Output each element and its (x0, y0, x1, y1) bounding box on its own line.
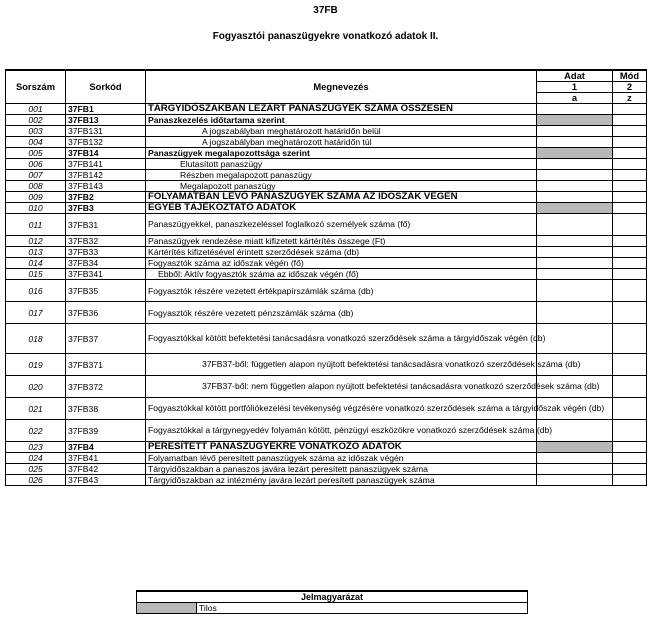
mode-cell[interactable] (613, 302, 647, 324)
row-serial: 001 (6, 104, 66, 115)
table-row (6, 137, 647, 148)
row-serial: 013 (6, 247, 66, 258)
table-row (6, 442, 647, 453)
row-code: 37FB43 (66, 475, 146, 486)
data-cell[interactable] (537, 181, 613, 192)
table-row (6, 398, 647, 420)
mode-cell[interactable] (613, 324, 647, 354)
row-serial: 007 (6, 170, 66, 181)
row-code: 37FB36 (66, 302, 146, 324)
table-row (6, 203, 647, 214)
form-title: Fogyasztói panaszügyekre vonatkozó adatok II. (212, 31, 439, 42)
row-code: 37FB3 (66, 203, 146, 214)
legend-title: Jelmagyarázat (137, 591, 528, 603)
mode-cell[interactable] (613, 115, 647, 126)
header-sorkod: Sorkód (66, 70, 146, 104)
header-adat-number: 1 (537, 82, 613, 93)
row-name: Folyamatban lévő peresített panaszügyek száma az időszak végén (146, 453, 537, 464)
row-name: Fogyasztók száma az időszak végén (fő) (146, 258, 537, 269)
data-cell-forbidden (537, 203, 613, 214)
data-cell[interactable] (537, 126, 613, 137)
row-serial: 022 (6, 420, 66, 442)
row-serial: 010 (6, 203, 66, 214)
data-cell[interactable] (537, 269, 613, 280)
table-row (6, 148, 647, 159)
row-name: Panaszügyek rendezése miatt kifizetett kártérítés összege (Ft) (146, 236, 537, 247)
row-serial: 011 (6, 214, 66, 236)
data-cell[interactable] (537, 258, 613, 269)
legend-swatch-forbidden (137, 603, 197, 614)
mode-cell[interactable] (613, 203, 647, 214)
row-name: Kártérítés kifizetésével érintett szerződések száma (db) (146, 247, 537, 258)
header-sorszam: Sorszám (6, 70, 66, 104)
row-name: Panaszkezelés időtartama szerint (146, 115, 537, 126)
row-name: FOLYAMATBAN LÉVŐ PANASZÜGYEK SZÁMA AZ IDŐSZAK VÉGÉN (146, 192, 537, 203)
row-serial: 023 (6, 442, 66, 453)
row-code: 37FB131 (66, 126, 146, 137)
row-serial: 026 (6, 475, 66, 486)
header-adat-letter: a (537, 93, 613, 104)
mode-cell[interactable] (613, 420, 647, 442)
row-code: 37FB2 (66, 192, 146, 203)
row-name: Panaszügyekkel, panaszkezeléssel foglalkozó személyek száma (fő) (146, 214, 537, 236)
table-row (6, 192, 647, 203)
table-row (6, 420, 647, 442)
mode-cell[interactable] (613, 192, 647, 203)
row-serial: 021 (6, 398, 66, 420)
mode-cell[interactable] (613, 247, 647, 258)
data-table (5, 69, 647, 486)
legend-label-forbidden: Tilos (197, 603, 528, 614)
mode-cell[interactable] (613, 464, 647, 475)
row-code: 37FB14 (66, 148, 146, 159)
row-name: TÁRGYIDŐSZAKBAN LEZÁRT PANASZÜGYEK SZÁMA ÖSSZESEN (146, 104, 537, 115)
row-name: Fogyasztók részére vezetett pénzszámlák száma (db) (146, 302, 537, 324)
data-cell[interactable] (537, 159, 613, 170)
header-mod-number: 2 (613, 82, 647, 93)
row-name: A jogszabályban meghatározott határidőn túl (146, 137, 537, 148)
row-code: 37FB143 (66, 181, 146, 192)
table-row (6, 302, 647, 324)
row-serial: 004 (6, 137, 66, 148)
mode-cell[interactable] (613, 258, 647, 269)
table-row (6, 258, 647, 269)
row-code: 37FB38 (66, 398, 146, 420)
row-code: 37FB141 (66, 159, 146, 170)
row-serial: 024 (6, 453, 66, 464)
row-code: 37FB1 (66, 104, 146, 115)
row-code: 37FB41 (66, 453, 146, 464)
data-cell[interactable] (537, 192, 613, 203)
row-code: 37FB31 (66, 214, 146, 236)
table-row (6, 181, 647, 192)
row-name: Fogyasztókkal a tárgynegyedév folyamán kötött, pénzügyi eszközökre vonatkozó szerződések száma (db) (146, 420, 537, 442)
row-name: EGYÉB TÁJÉKOZTATÓ ADATOK (146, 203, 537, 214)
data-cell[interactable] (537, 475, 613, 486)
mode-cell[interactable] (613, 398, 647, 420)
table-row (6, 170, 647, 181)
mode-cell[interactable] (613, 159, 647, 170)
table-row (6, 269, 647, 280)
data-cell[interactable] (537, 236, 613, 247)
row-serial: 009 (6, 192, 66, 203)
row-code: 37FB341 (66, 269, 146, 280)
row-code: 37FB37 (66, 324, 146, 354)
row-name: Tárgyidőszakban az intézmény javára lezárt peresített panaszügyek száma (146, 475, 537, 486)
mode-cell[interactable] (613, 214, 647, 236)
mode-cell[interactable] (613, 354, 647, 376)
header-mod-letter: z (613, 93, 647, 104)
row-serial: 025 (6, 464, 66, 475)
row-name: 37FB37-ből: nem független alapon nyújtott befektetési tanácsadásra vonatkozó szerződések száma (db) (146, 376, 537, 398)
data-cell[interactable] (537, 453, 613, 464)
row-code: 37FB372 (66, 376, 146, 398)
data-cell[interactable] (537, 247, 613, 258)
row-name: Tárgyidőszakban a panaszos javára lezárt peresített panaszügyek száma (146, 464, 537, 475)
legend-table (136, 590, 528, 614)
row-name: Ebből: Aktív fogyasztók száma az időszak végén (fő) (146, 269, 537, 280)
row-serial: 005 (6, 148, 66, 159)
table-row (6, 280, 647, 302)
table-row (6, 475, 647, 486)
mode-cell[interactable] (613, 280, 647, 302)
row-code: 37FB132 (66, 137, 146, 148)
row-name: A jogszabályban meghatározott határidőn belül (146, 126, 537, 137)
row-name: Fogyasztók részére vezetett értékpapírszámlák száma (db) (146, 280, 537, 302)
data-cell[interactable] (537, 302, 613, 324)
header-mod: Mód (613, 70, 647, 82)
row-name: Panaszügyek megalapozottsága szerint (146, 148, 537, 159)
row-code: 37FB142 (66, 170, 146, 181)
row-serial: 008 (6, 181, 66, 192)
data-cell[interactable] (537, 170, 613, 181)
data-cell[interactable] (537, 324, 613, 354)
mode-cell[interactable] (613, 376, 647, 398)
mode-cell[interactable] (613, 148, 647, 159)
row-serial: 018 (6, 324, 66, 354)
data-cell[interactable] (537, 280, 613, 302)
table-row (6, 354, 647, 376)
data-cell[interactable] (537, 214, 613, 236)
data-cell-forbidden (537, 442, 613, 453)
table-row (6, 247, 647, 258)
row-code: 37FB35 (66, 280, 146, 302)
row-code: 37FB371 (66, 354, 146, 376)
row-code: 37FB4 (66, 442, 146, 453)
row-serial: 006 (6, 159, 66, 170)
row-code: 37FB42 (66, 464, 146, 475)
row-code: 37FB13 (66, 115, 146, 126)
mode-cell[interactable] (613, 126, 647, 137)
row-serial: 003 (6, 126, 66, 137)
table-row (6, 464, 647, 475)
data-cell[interactable] (537, 137, 613, 148)
row-name: Elutasított panaszügy (146, 159, 537, 170)
row-name: 37FB37-ből: független alapon nyújtott befektetési tanácsadásra vonatkozó szerződések száma (db) (146, 354, 537, 376)
row-serial: 020 (6, 376, 66, 398)
data-cell-forbidden (537, 148, 613, 159)
data-cell-forbidden (537, 115, 613, 126)
data-cell[interactable] (537, 104, 613, 115)
table-row (6, 453, 647, 464)
row-serial: 002 (6, 115, 66, 126)
row-name: Megalapozott panaszügy (146, 181, 537, 192)
row-serial: 012 (6, 236, 66, 247)
row-serial: 019 (6, 354, 66, 376)
row-name: Részben megalapozott panaszügy (146, 170, 537, 181)
table-row (6, 324, 647, 354)
mode-cell[interactable] (613, 269, 647, 280)
header-megnevezes: Megnevezés (146, 70, 537, 104)
table-row (6, 104, 647, 115)
row-name: PERESÍTETT PANASZÜGYEKRE VONATKOZÓ ADATOK (146, 442, 537, 453)
mode-cell[interactable] (613, 137, 647, 148)
table-row (6, 126, 647, 137)
form-code: 37FB (313, 5, 338, 16)
row-serial: 017 (6, 302, 66, 324)
row-serial: 014 (6, 258, 66, 269)
row-code: 37FB33 (66, 247, 146, 258)
mode-cell[interactable] (613, 104, 647, 115)
row-name: Fogyasztókkal kötött befektetési tanácsadásra vonatkozó szerződések száma a tárgyidőszak végén (db) (146, 324, 537, 354)
mode-cell[interactable] (613, 475, 647, 486)
row-code: 37FB34 (66, 258, 146, 269)
header-adat: Adat (537, 70, 613, 82)
table-row (6, 214, 647, 236)
mode-cell[interactable] (613, 181, 647, 192)
row-code: 37FB32 (66, 236, 146, 247)
table-row (6, 236, 647, 247)
table-row (6, 159, 647, 170)
mode-cell[interactable] (613, 453, 647, 464)
mode-cell[interactable] (613, 236, 647, 247)
table-row (6, 376, 647, 398)
row-serial: 015 (6, 269, 66, 280)
row-serial: 016 (6, 280, 66, 302)
mode-cell[interactable] (613, 170, 647, 181)
row-name: Fogyasztókkal kötött portfóliókezelési tevékenység végzésére vonatkozó szerződések száma a tárgyidőszak végén (db) (146, 398, 537, 420)
data-cell[interactable] (537, 464, 613, 475)
mode-cell[interactable] (613, 442, 647, 453)
table-row (6, 115, 647, 126)
row-code: 37FB39 (66, 420, 146, 442)
